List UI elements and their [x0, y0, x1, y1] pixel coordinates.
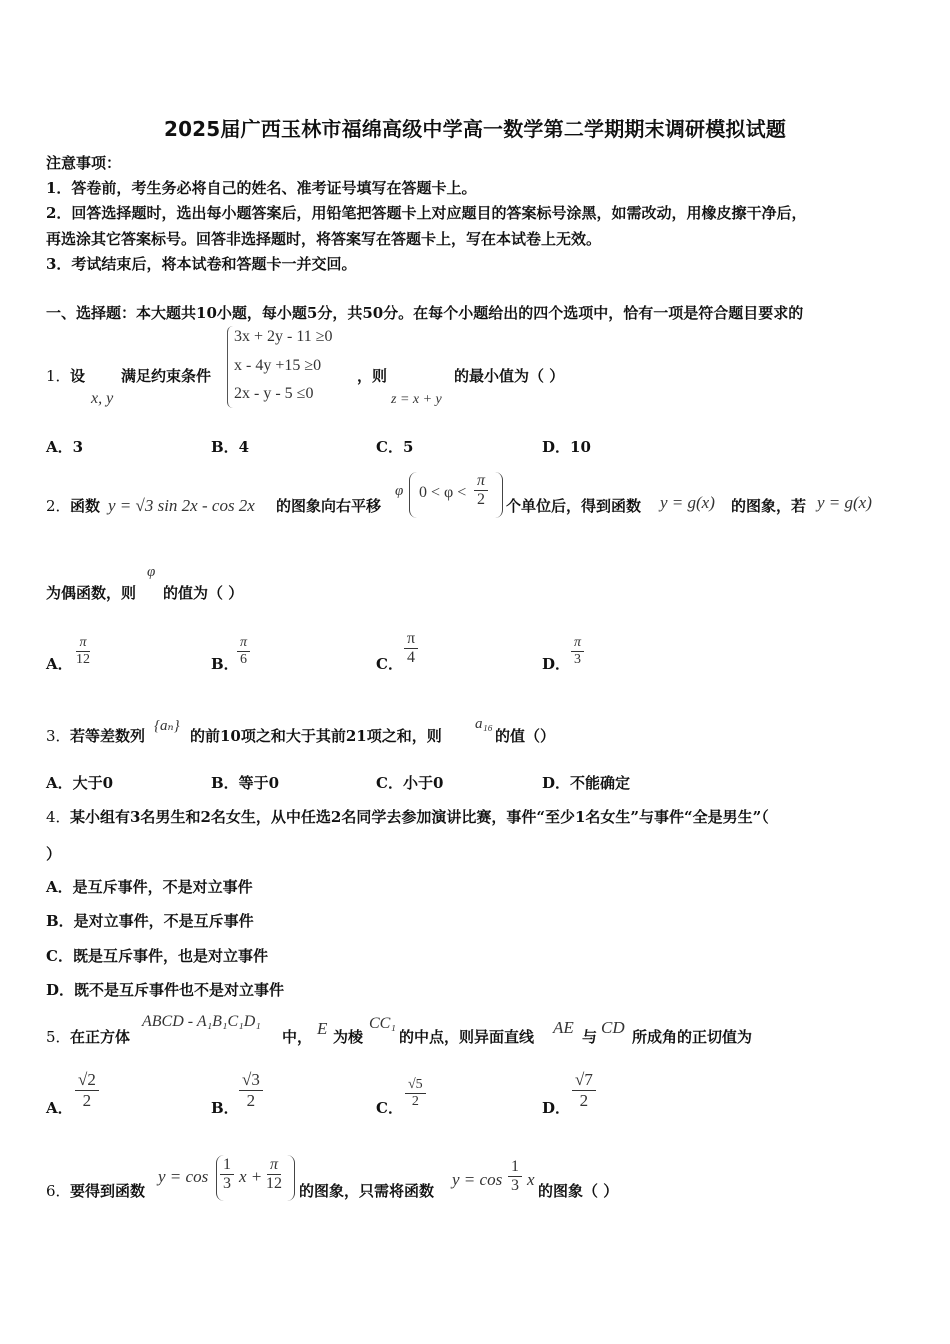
q4-text: ）	[46, 845, 62, 863]
q2-text: 为偶函数，则	[46, 584, 137, 602]
page-title: 2025届广西玉林市福绵高级中学高一数学第二学期期末调研模拟试题	[163, 117, 787, 141]
q2-option-b[interactable]: B．	[211, 655, 239, 673]
q6-number: 6．	[46, 1182, 71, 1200]
q1-constraint-system	[227, 326, 358, 408]
q1-constraint: 3x + 2y - 11 ≥0	[234, 328, 333, 345]
q5-cube: ABCD - A₁B₁C₁D₁	[142, 1013, 261, 1030]
q5-option-b-value	[239, 1070, 263, 1110]
q3-number: 3．	[46, 727, 71, 745]
q2-option-d-value	[571, 635, 584, 668]
q5-text: 与	[582, 1028, 598, 1046]
q4-option-b[interactable]: B．是对立事件，不是互斥事件	[46, 912, 254, 930]
fraction-numerator: 1	[220, 1156, 234, 1175]
q4-option-d[interactable]: D．既不是互斥事件也不是对立事件	[46, 981, 285, 999]
q4-option-a[interactable]: A．是互斥事件，不是对立事件	[46, 878, 253, 896]
q4-text: 某小组有3名男生和2名女生，从中任选2名同学去参加演讲比赛，事件“至少1名女生”与事件“全是男生”（	[70, 808, 769, 826]
q5-text: 的中点，则异面直线	[399, 1028, 535, 1046]
fraction-denominator: 2	[411, 1094, 419, 1110]
q2-text: 个单位后，得到函数	[506, 497, 642, 515]
fraction-denominator: 2	[579, 1090, 589, 1110]
fraction-numerator: π	[404, 630, 418, 649]
q3-option-a[interactable]: A．大于0	[46, 774, 114, 792]
q3-term: a₁₆	[475, 716, 493, 732]
q2-phi: φ	[147, 564, 156, 580]
q6-text: 要得到函数	[70, 1182, 146, 1200]
q5-text: 在正方体	[70, 1028, 131, 1046]
q3-text: 的值（）	[495, 727, 556, 745]
fraction-numerator: √2	[75, 1070, 99, 1091]
notice-heading: 注意事项：	[46, 154, 122, 172]
q1-option-a[interactable]: A．3	[46, 438, 84, 456]
q6-fraction	[263, 1156, 285, 1194]
q6-text: 的图象（ ）	[538, 1182, 619, 1200]
q1-number: 1．	[46, 367, 71, 385]
fraction-denominator: 3	[574, 652, 581, 668]
q5-number: 5．	[46, 1028, 71, 1046]
fraction-denominator: 2	[477, 491, 485, 509]
q2-function: y = √3 sin 2x - cos 2x	[108, 496, 255, 515]
fraction-numerator: π	[237, 635, 250, 652]
q1-constraint: 2x - y - 5 ≤0	[234, 385, 314, 402]
q6-function-1	[158, 1167, 208, 1187]
q2-option-c-value	[404, 630, 418, 668]
q2-option-d[interactable]: D．	[542, 655, 571, 673]
q5-text: 中，	[282, 1028, 313, 1046]
q1-text: 满足约束条件	[121, 367, 212, 385]
q2-option-a-value	[73, 635, 93, 668]
fraction-numerator: √7	[572, 1070, 596, 1091]
notice-item: 2．回答选择题时，选出每小题答案后，用铅笔把答题卡上对应题目的答案标号涂黑，如需改动，用橡皮擦干净后，	[46, 204, 807, 222]
fraction-denominator: 4	[407, 649, 416, 667]
q2-number: 2．	[46, 497, 71, 515]
q5-point: E	[317, 1019, 328, 1038]
q3-text: 若等差数列	[70, 727, 146, 745]
q1-option-c[interactable]: C．5	[376, 438, 414, 456]
q3-option-b[interactable]: B．等于0	[211, 774, 280, 792]
fraction-denominator: 3	[223, 1175, 231, 1193]
fraction-numerator: π	[267, 1156, 281, 1175]
q3-option-c[interactable]: C．小于0	[376, 774, 444, 792]
q2-gfunction: y = g(x)	[660, 493, 715, 512]
q1-objective: z = x + y	[391, 392, 442, 407]
q2-gfunction: y = g(x)	[817, 493, 872, 512]
q2-text: 函数	[70, 497, 101, 515]
q2-condition-fraction	[474, 472, 488, 510]
fraction-denominator: 3	[511, 1177, 519, 1195]
q2-option-b-value	[237, 635, 250, 668]
fraction-numerator: π	[76, 635, 89, 652]
q5-option-c-value	[405, 1077, 426, 1110]
q5-edge: CC₁	[369, 1015, 396, 1032]
q5-option-b[interactable]: B．	[211, 1099, 239, 1117]
q5-line: AE	[553, 1018, 574, 1037]
fraction-denominator: 2	[82, 1090, 92, 1110]
q1-option-d[interactable]: D．10	[542, 438, 591, 456]
notice-item: 1．答卷前，考生务必将自己的姓名、准考证号填写在答题卡上。	[46, 179, 477, 197]
q5-line: CD	[601, 1018, 625, 1037]
fraction-denominator: 6	[240, 652, 247, 668]
q2-phi: φ	[395, 483, 404, 499]
q1-text: 设	[70, 367, 86, 385]
q5-text: 所成角的正切值为	[632, 1028, 753, 1046]
q6-fraction	[220, 1156, 234, 1194]
q4-number: 4．	[46, 808, 71, 826]
q2-condition: 0 < φ <	[419, 484, 467, 501]
fraction-denominator: 2	[246, 1090, 256, 1110]
q2-text: 的值为（ ）	[163, 584, 244, 602]
q1-option-b[interactable]: B．4	[211, 438, 250, 456]
notice-item: 再选涂其它答案标号。回答非选择题时，将答案写在答题卡上，写在本试卷上无效。	[46, 230, 602, 248]
q5-text: 为棱	[333, 1028, 364, 1046]
fraction-numerator: π	[474, 472, 488, 491]
q2-text: 的图象向右平移	[276, 497, 382, 515]
section-heading: 一、选择题：本大题共10小题，每小题5分，共50分。在每个小题给出的四个选项中，恰有一项是符合题目要求的	[46, 304, 804, 322]
q1-vars: x, y	[91, 390, 114, 407]
q6-term: x +	[239, 1167, 263, 1186]
q1-text: ，则	[357, 367, 388, 385]
q6-text: 的图象，只需将函数	[299, 1182, 435, 1200]
q2-text: 的图象，若	[731, 497, 807, 515]
q3-text: 的前10项之和大于其前21项之和，则	[190, 727, 442, 745]
fraction-numerator: 1	[508, 1158, 522, 1177]
q5-option-a-value	[75, 1070, 99, 1110]
q1-text: 的最小值为（ ）	[454, 367, 565, 385]
fraction-numerator: π	[571, 635, 584, 652]
function-head: y = cos	[158, 1167, 209, 1186]
q6-term: x	[527, 1170, 535, 1189]
q4-option-c[interactable]: C．既是互斥事件，也是对立事件	[46, 947, 268, 965]
notice-item: 3．考试结束后，将本试卷和答题卡一并交回。	[46, 255, 357, 273]
q5-option-d[interactable]: D．	[542, 1099, 571, 1117]
fraction-numerator: √3	[239, 1070, 263, 1091]
q3-option-d[interactable]: D．不能确定	[542, 774, 631, 792]
q5-option-a[interactable]: A．	[46, 1099, 73, 1117]
fraction-numerator: √5	[405, 1077, 426, 1094]
q6-function-2: y = cos	[452, 1170, 503, 1189]
fraction-denominator: 12	[76, 652, 90, 668]
q1-constraint: x - 4y +15 ≥0	[234, 357, 322, 374]
q2-option-a[interactable]: A．	[46, 655, 73, 673]
q2-option-c[interactable]: C．	[376, 655, 403, 673]
fraction-denominator: 12	[266, 1175, 282, 1193]
q6-fraction	[508, 1158, 522, 1196]
q5-option-d-value	[572, 1070, 596, 1110]
q5-option-c[interactable]: C．	[376, 1099, 403, 1117]
q3-sequence: {aₙ}	[154, 718, 180, 734]
